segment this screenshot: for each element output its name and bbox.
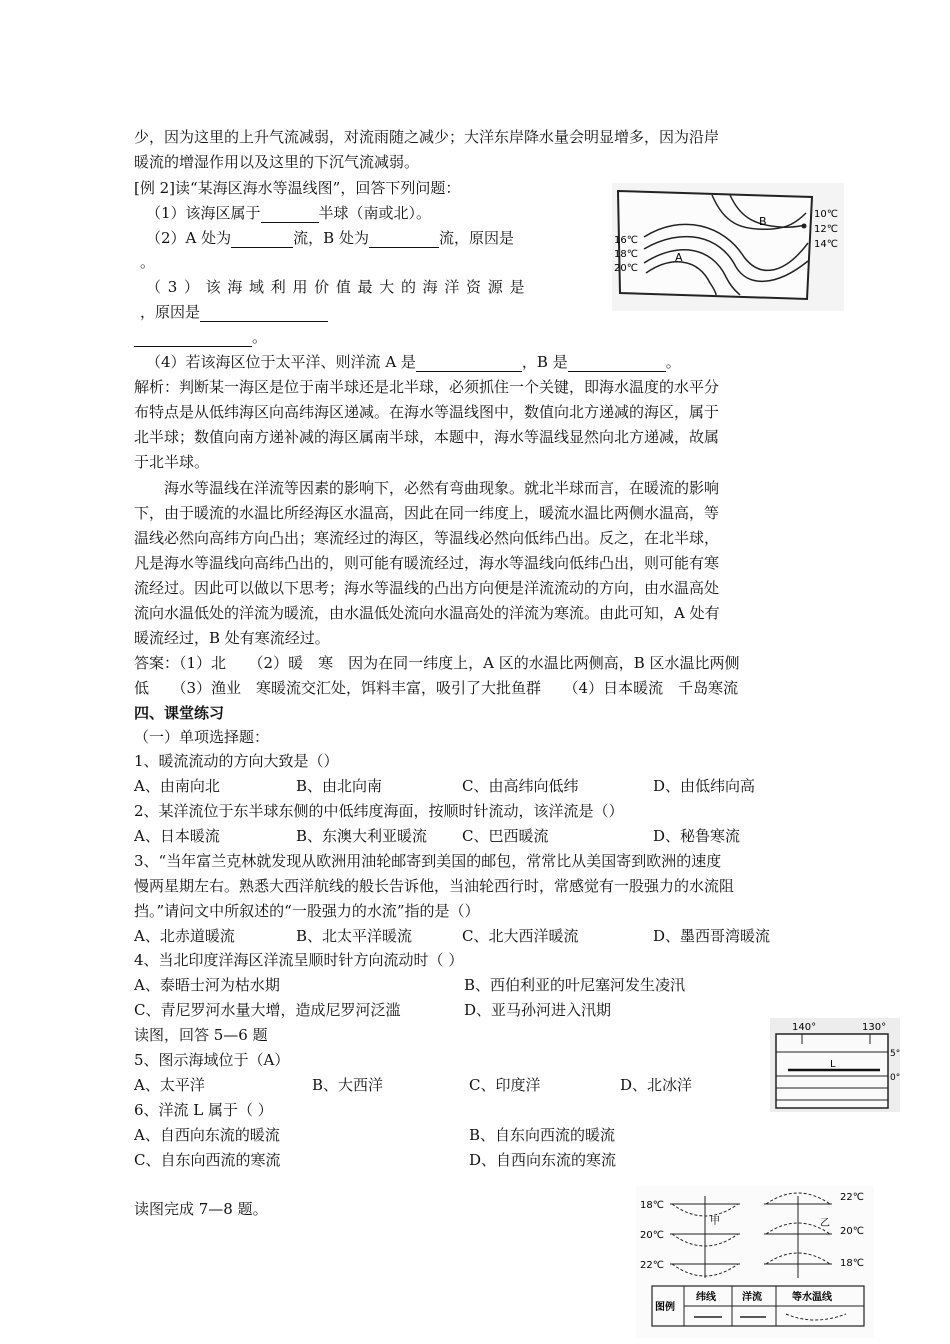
- analysis-line: 凡是海水等温线向高纬凸出的，则可能有暖流经过，海水等温线向低纬凸出，则可能有寒: [134, 554, 720, 572]
- label-a: A: [675, 251, 683, 264]
- option-c: C、巴西暖流: [462, 827, 549, 845]
- option-c: C、青尼罗河水量大增，造成尼罗河泛滥: [134, 1001, 401, 1019]
- current-l-figure: [770, 1018, 900, 1112]
- jia-yi-figure: [636, 1186, 874, 1338]
- option-d: D、秘鲁寒流: [653, 827, 741, 845]
- para-line: 暖流的增湿作用以及这里的下沉气流减弱。: [134, 153, 420, 171]
- question-stem: 5、图示海域位于（A）: [134, 1051, 290, 1069]
- point-marker: [802, 224, 807, 229]
- legend-title: 图例: [655, 1302, 675, 1313]
- option-a: A、日本暖流: [134, 827, 220, 845]
- figure-background: [636, 1186, 874, 1338]
- temp-label: 22℃: [840, 1192, 864, 1203]
- option-a: A、由南向北: [134, 777, 220, 795]
- latitude-label: 0°: [890, 1073, 900, 1083]
- answer-blank: [231, 231, 293, 248]
- question-3: （3）该海域利用价值最大的海洋资源是: [146, 278, 532, 296]
- question-2: （2）A 处为 流，B 处为 流，原因是: [146, 229, 514, 247]
- answer-blank: [200, 305, 328, 322]
- option-b: B、自东向西流的暖流: [469, 1126, 616, 1144]
- option-d: D、亚马孙河进入汛期: [464, 1001, 612, 1019]
- option-a: A、自西向东流的暖流: [134, 1126, 280, 1144]
- analysis-line: 解析：判断某一海区是位于南半球还是北半球，必须抓住一个关键，即海水温度的水平分: [134, 378, 720, 396]
- temp-label: 14℃: [814, 239, 838, 250]
- question-stem: 慢两星期左右。熟悉大西洋航线的般长告诉他，当油轮西行时，常感觉有一股强力的水流阻: [134, 877, 735, 895]
- analysis-line: 北半球；数值向南方递补减的海区属南半球，本题中，海水等温线显然向北方递减，故属: [134, 428, 720, 446]
- analysis-line: 于北半球。: [134, 453, 210, 471]
- question-stem: 4、当北印度洋海区洋流呈顺时针方向流动时（ ）: [134, 951, 464, 969]
- option-d: D、北冰洋: [620, 1076, 693, 1094]
- temp-label: 18℃: [640, 1200, 664, 1211]
- isotherm-map-figure: [612, 183, 844, 311]
- option-c: C、自东向西流的寒流: [134, 1151, 281, 1169]
- option-b: B、由北向南: [296, 777, 383, 795]
- option-a: A、泰晤士河为枯水期: [134, 976, 280, 994]
- latitude-label: 5°: [890, 1049, 900, 1059]
- question-4: （4）若该海区位于太平洋、则洋流 A 是 ，B 是 。: [146, 353, 681, 371]
- answer-line: 低 （3）渔业 寒暖流交汇处，饵料丰富，吸引了大批鱼群 （4）日本暖流 千岛寒流: [134, 679, 739, 697]
- longitude-label: 130°: [862, 1022, 887, 1033]
- analysis-line: 暖流经过，B 处有寒流经过。: [134, 629, 330, 647]
- question-stem: 3、“当年富兰克林就发现从欧洲用油轮邮寄到美国的邮包，常常比从美国寄到欧洲的速度: [134, 852, 722, 870]
- legend-item: 纬线: [696, 1292, 716, 1303]
- temp-label: 10℃: [814, 209, 838, 220]
- longitude-label: 140°: [792, 1022, 817, 1033]
- temp-label: 18℃: [840, 1258, 864, 1269]
- temp-label: 20℃: [640, 1230, 664, 1241]
- temp-label: 20℃: [840, 1226, 864, 1237]
- read-figure-prompt: 读图完成 7—8 题。: [134, 1200, 268, 1218]
- question-1: （1）该海区属于 半球（南或北）。: [146, 204, 432, 222]
- option-b: B、东澳大利亚暖流: [296, 827, 428, 845]
- label-b: B: [759, 215, 767, 228]
- temp-label: 22℃: [640, 1260, 664, 1271]
- analysis-line: 流向水温低处的洋流为暖流，由水温低处流向水温高处的洋流为寒流。由此可知，A 处有: [134, 604, 720, 622]
- option-d: D、由低纬向高: [653, 777, 756, 795]
- temp-label: 18℃: [614, 249, 638, 260]
- current-label: L: [830, 1059, 836, 1070]
- option-c: C、印度洋: [469, 1076, 541, 1094]
- option-b: B、西伯利亚的叶尼塞河发生凌汛: [464, 976, 686, 994]
- subsection-heading: （一）单项选择题：: [134, 728, 270, 746]
- analysis-line: 温线必然向高纬方向凸出；寒流经过的海区，等温线必然向低纬凸出。反之，在北半球，: [134, 529, 720, 547]
- question-stem: 挡。”请问文中所叙述的“一股强力的水流”指的是（）: [134, 902, 480, 920]
- example-title: [例 2]读“某海区海水等温线图”，回答下列问题：: [134, 179, 461, 197]
- question-stem: 6、洋流 L 属于（ ）: [134, 1101, 273, 1119]
- map-frame: [618, 191, 812, 299]
- label-yi: 乙: [820, 1218, 830, 1229]
- para-line: 少，因为这里的上升气流减弱，对流雨随之减少；大洋东岸降水量会明显增多，因为沿岸: [134, 128, 720, 146]
- answer-blank: [416, 355, 522, 372]
- option-c: C、由高纬向低纬: [462, 777, 579, 795]
- analysis-line: 布特点是从低纬海区向高纬海区递减。在海水等温线图中，数值向北方递减的海区，属于: [134, 403, 720, 421]
- question-stem: 1、暖流流动的方向大致是（）: [134, 752, 339, 770]
- question-3-cont: ，原因是: [140, 302, 328, 322]
- label-jia: 甲: [710, 1216, 720, 1227]
- question-stem: 2、某洋流位于东半球东侧的中低纬度海面，按顺时针流动，该洋流是（）: [134, 802, 624, 820]
- answer-blank: [134, 330, 252, 347]
- temp-label: 16℃: [614, 235, 638, 246]
- option-d: D、墨西哥湾暖流: [653, 927, 771, 945]
- para-line: 。: [140, 253, 156, 271]
- analysis-line: 海水等温线在洋流等因素的影响下，必然有弯曲现象。就北半球而言，在暖流的影响: [164, 479, 720, 497]
- answer-line: 答案：（1）北 （2）暖 寒 因为在同一纬度上，A 区的水温比两侧高，B 区水温比两侧: [134, 654, 740, 672]
- answer-blank: [369, 231, 439, 248]
- answer-blank: [568, 355, 666, 372]
- legend-item: 洋流: [742, 1292, 762, 1303]
- analysis-line: 下，由于暖流的水温比所经海区水温高，因此在同一纬度上，暖流水温比两侧水温高，等: [134, 504, 720, 522]
- question-3-cont: 。: [134, 327, 267, 347]
- temp-label: 20℃: [614, 263, 638, 274]
- temp-label: 12℃: [814, 224, 838, 235]
- option-a: A、北赤道暖流: [134, 927, 235, 945]
- option-a: A、太平洋: [134, 1076, 205, 1094]
- option-c: C、北大西洋暖流: [462, 927, 579, 945]
- option-b: B、北太平洋暖流: [296, 927, 413, 945]
- section-heading: 四、课堂练习: [134, 704, 225, 722]
- read-figure-prompt: 读图，回答 5—6 题: [134, 1026, 268, 1044]
- answer-blank: [261, 206, 319, 223]
- option-b: B、大西洋: [312, 1076, 384, 1094]
- analysis-line: 流经过。因此可以做以下思考；海水等温线的凸出方向便是洋流流动的方向，由水温高处: [134, 579, 720, 597]
- option-d: D、自西向东流的寒流: [469, 1151, 617, 1169]
- legend-item: 等水温线: [792, 1292, 832, 1303]
